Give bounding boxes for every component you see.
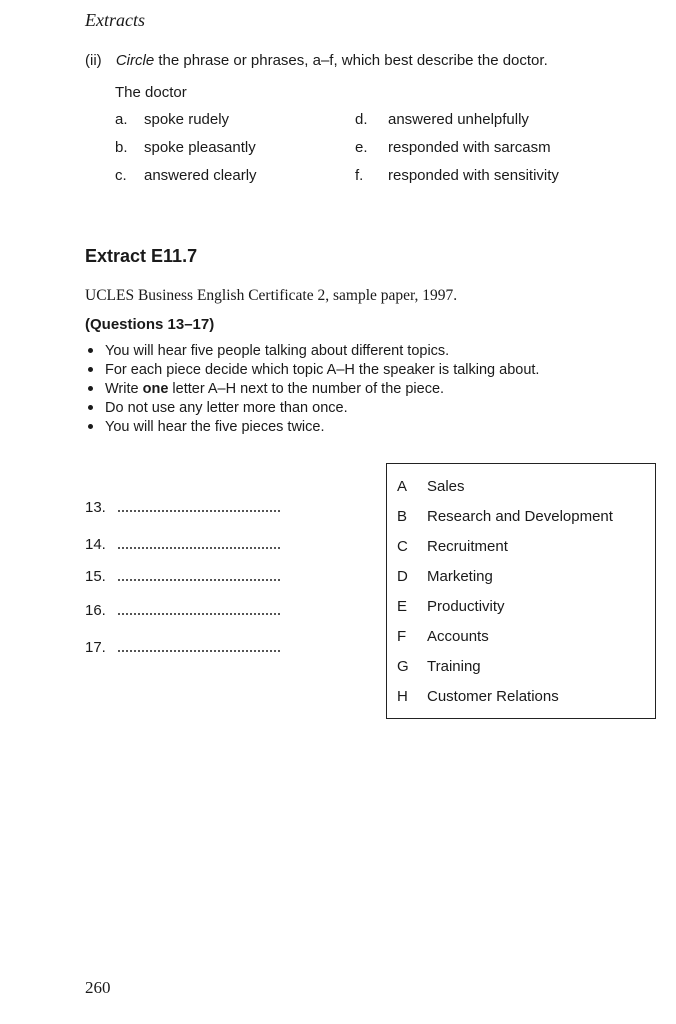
bullet-item: For each piece decide which topic A–H the speaker is talking about. [88,362,539,378]
extract-source: UCLES Business English Certificate 2, sample paper, 1997. [85,287,458,304]
option-e: e. responded with sarcasm [355,139,551,156]
extract-title: Extract E11.7 [85,246,198,266]
question-stem: The doctor [115,84,187,101]
bullet-item: Do not use any letter more than once. [88,400,348,416]
answer-line-15[interactable]: 15. [85,568,280,585]
answer-line-14[interactable]: 14. [85,536,280,553]
instruction-verb: Circle [115,52,155,69]
instruction-text: the phrase or phrases, a–f, which best describe the doctor. [158,52,548,69]
topics-box: A Sales B Research and Development C Recruitment D Marketing E Productivity F Accounts G Training H Customer Relations [386,463,656,719]
page-number: 260 [85,978,111,997]
running-header: Extracts [85,10,145,30]
bullet-item: Write one letter A–H next to the number of the piece. [88,381,444,397]
option-c: c. answered clearly [115,167,257,184]
answer-line-17[interactable]: 17. [85,639,280,656]
questions-label: (Questions 13–17) [85,316,215,333]
question-number: (ii) [85,52,102,69]
question-ii-instruction [85,52,548,69]
option-a: a. spoke rudely [115,111,230,128]
answer-line-16[interactable]: 16. [85,602,280,619]
bullet-item: You will hear the five pieces twice. [88,419,325,435]
answer-line-13[interactable]: 13. [85,499,280,516]
option-f: f. responded with sensitivity [355,167,559,184]
bullet-item: You will hear five people talking about different topics. [88,343,449,359]
option-d: d. answered unhelpfully [355,111,529,128]
option-b: b. spoke pleasantly [115,139,256,156]
